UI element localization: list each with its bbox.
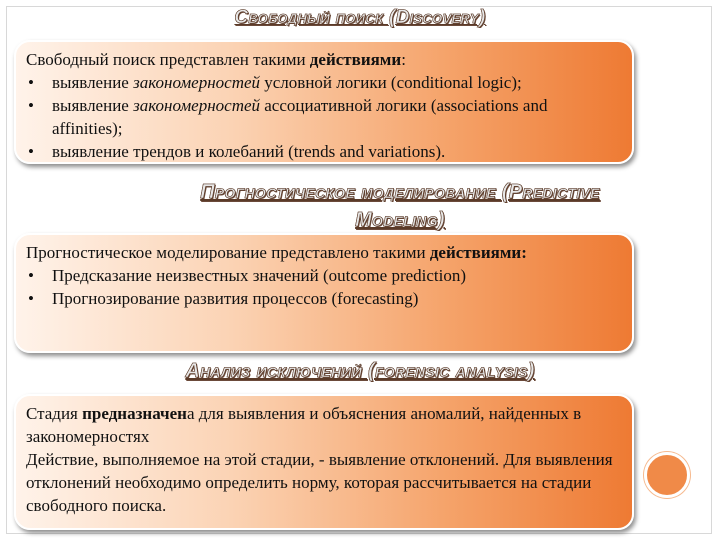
item-text: Предсказание неизвестных значений (outcome prediction) xyxy=(52,266,467,285)
text: Стадия xyxy=(26,404,83,423)
decorative-circle-icon xyxy=(644,452,690,498)
heading-line: Прогностическое моделирование (Predictive xyxy=(200,181,600,203)
item-text: выявление xyxy=(52,96,134,115)
intro-bold: действиями xyxy=(309,50,402,69)
heading-forensic: Анализ исключений (forensic analysis) xyxy=(185,360,535,382)
heading-line: Modeling) xyxy=(355,209,445,231)
forensic-line2: Действие, выполняемое на этой стадии, - выявление отклонений. Для выявления отклонений необходимо определить норму, которая рассчитывается на стадии свободного поиска. xyxy=(26,450,613,515)
forensic-box xyxy=(14,394,634,530)
forensic-line1 xyxy=(26,402,622,448)
discovery-box xyxy=(14,40,634,164)
heading-discovery: Свободный поиск (Discovery) xyxy=(234,7,486,28)
bullet-icon: • xyxy=(28,96,34,115)
intro-bold: действиями: xyxy=(429,243,527,262)
list-item xyxy=(26,71,622,94)
item-em: закономерностей xyxy=(133,96,261,115)
bullet-icon: • xyxy=(28,266,34,285)
item-text: выявление xyxy=(52,73,134,92)
list-item xyxy=(26,140,622,163)
item-text: условной логики (conditional logic); xyxy=(260,73,522,92)
bullet-icon: • xyxy=(28,289,34,308)
heading-predictive xyxy=(40,178,720,234)
predictive-box xyxy=(14,233,634,353)
text-bold: предназначен xyxy=(82,404,187,423)
item-text: выявление трендов и колебаний (trends and variations). xyxy=(52,142,446,161)
text: а для выявления и объяснения аномалий, найденных в закономерностях xyxy=(26,404,582,446)
list-item xyxy=(26,264,622,287)
item-em: закономерностей xyxy=(133,73,261,92)
bullet-icon: • xyxy=(28,73,34,92)
intro-text: Прогностическое моделирование представлено такими xyxy=(26,243,430,262)
item-text: Прогнозирование развития процессов (forecasting) xyxy=(52,289,419,308)
discovery-intro xyxy=(26,48,622,71)
bullet-icon: • xyxy=(28,142,34,161)
predictive-intro xyxy=(26,241,622,264)
intro-end: : xyxy=(401,50,406,69)
list-item xyxy=(26,287,622,310)
intro-text: Свободный поиск представлен такими xyxy=(26,50,310,69)
item-text: ассоциативной логики (associations and affinities); xyxy=(52,96,548,138)
list-item xyxy=(26,94,622,140)
